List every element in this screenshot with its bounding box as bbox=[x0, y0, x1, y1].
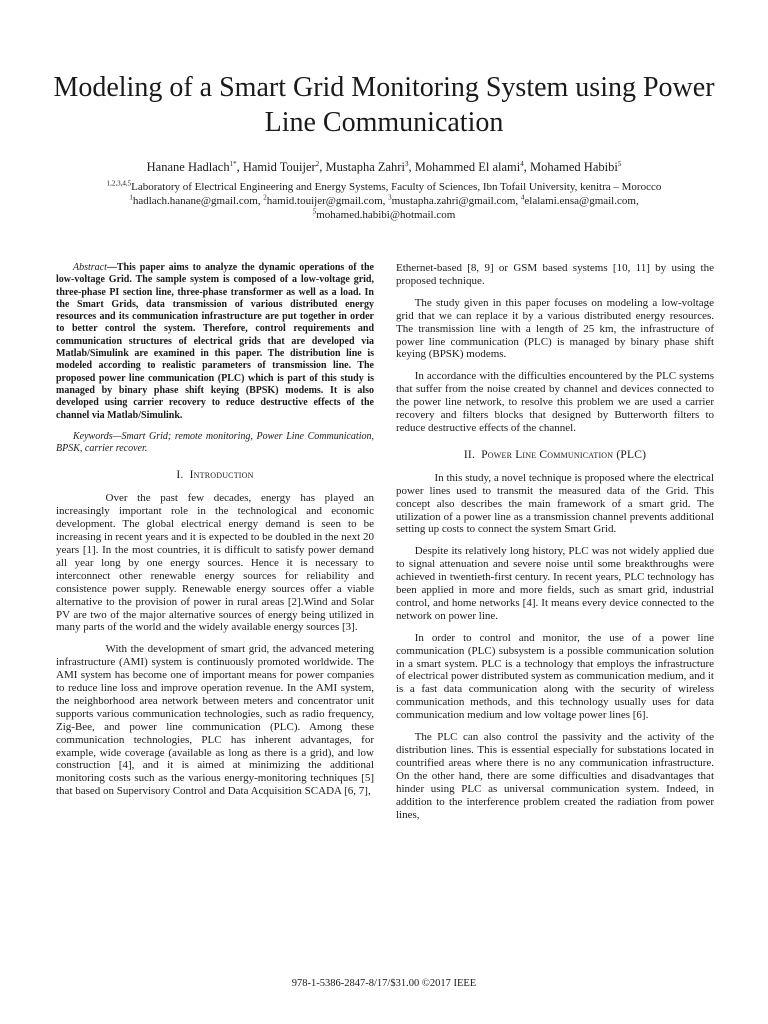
right-column bbox=[396, 262, 714, 830]
body-paragraph: Despite its relatively long history, PLC was not widely applied due to signal attenuation and severe noise until some breakthroughs were achieved in twentieth-first century. In recent years, PLC technology has been applied in more and more fields, such as smart grid, industrial control, and home networks [4]. It means every device connected to the network on power line. bbox=[396, 545, 714, 622]
body-paragraph: The PLC can also control the passivity and the activity of the distribution lines. This is essential especially for substations located in countrified areas where there is no any communication infrastructure. On the other hand, there are some difficulties and disadvantages that hinder using PLC as universal communication system. Indeed, in addition to the interference problem created the radiation from power lines, bbox=[396, 731, 714, 821]
left-column bbox=[56, 262, 374, 807]
body-paragraph: Ethernet-based [8, 9] or GSM based systems [10, 11] by using the proposed technique. bbox=[396, 262, 714, 287]
author: Mohammed El alami$^4$, bbox=[414, 159, 530, 174]
email: $^2$hamid.touijer@gmail.com, bbox=[263, 193, 389, 207]
author: Mustapha Zahri$^3$, bbox=[325, 159, 415, 174]
author: Mohamed Habibi$^5$ bbox=[529, 159, 622, 174]
email: $^5$mohamed.habibi@hotmail.com bbox=[312, 207, 456, 221]
keywords: Keywords—Smart Grid; remote monitoring, Power Line Communication, BPSK, carrier recover. bbox=[56, 430, 374, 455]
body-paragraph: In accordance with the difficulties encountered by the PLC systems that suffer from the noise created by channel and devices connected to the power line network, to resolve this problem we are used a carrier recovery and filters blocks that designed by Butterworth filters to reduce destructive effects of the channel. bbox=[396, 370, 714, 434]
section-heading-plc: II. Power Line Communication (PLC) bbox=[463, 448, 647, 461]
body-paragraph: With the development of smart grid, the advanced metering infrastructure (AMI) system is continuously promoted worldwide. The AMI system has become one of important means for power companies to reduce line loss and improve operation revenue. In the AMI system, the neighborhood area network between meters and concentrator unit supports various communication technologies, such as radio frequency, Zig-Bee, and power line communication (PLC). Among these communication technologies, PLC has inherent advantages, for example, wide coverage (available as long as there is a grid), and low construction [4], and it is aimed at minimizing the additional monitoring costs such as the various energy-monitoring techniques [5] that based on Supervisory Control and Data Acquisition SCADA [6, 7], bbox=[56, 643, 374, 798]
abstract: Abstract—This paper aims to analyze the dynamic operations of the low-voltage Grid. The sample system is composed of a low-voltage grid, three-phase PI section line, three-phase transformer as well as a load. In the Smart Grids, data transmission of various distributed energy resources and its communication infrastructure are put together in order to better control the system. Therefore, control requirements and communication structures of electrical grids that are developed via Matlab/Simulink are examined in this paper. The distribution line is modeled according to realistic parameters of transmission line. The proposed power line communication (PLC) which is part of this study is managed by binary phase shift keying (BPSK) modems. It is also developed using carrier recovery to reduce destructive effects of the channel via Matlab/Simulink. bbox=[56, 262, 374, 421]
email: $^1$hadlach.hanane@gmail.com, bbox=[129, 193, 264, 207]
email-list bbox=[40, 194, 728, 222]
author: Hanane Hadlach$^{1*}$, bbox=[146, 159, 243, 174]
body-paragraph: Over the past few decades, energy has played an increasingly important role in the technological and economic development. The global electrical energy demand is seen to be increasing in recent years and it is expected to be doubled in the next 20 years [1]. In the most countries, it is difficult to satisfy power demand all year long by one energy sources. Hence it is necessary to interconnect other renewable energy sources for reliability and consistence power supply. Renewable energy sources offer a viable alternative to the provision of power in rural areas [2].Wind and Solar PV are two of the major alternative sources of energy being utilized in many parts of the world and the widely available energy sources [3]. bbox=[56, 492, 374, 634]
section-heading-introduction: I. Introduction bbox=[176, 469, 254, 482]
author: Hamid Touijer$^2$, bbox=[242, 159, 326, 174]
body-paragraph: The study given in this paper focuses on modeling a low-voltage grid that we can replace it by a various distributed energy resources. The transmission line with a length of 25 km, the infrastructure of power line communication (PLC) is managed by binary phase shift keying (BPSK) modems. bbox=[396, 296, 714, 361]
affiliation: $^{1,2,3,4,5}$Laboratory of Electrical Engineering and Energy Systems, Faculty of Sciences, Ibn Tofail University, kenitra – Morocco bbox=[106, 179, 662, 193]
copyright-footer: 978-1-5386-2847-8/17/$31.00 ©2017 IEEE bbox=[291, 978, 477, 989]
email: $^4$elalami.ensa@gmail.com, bbox=[520, 193, 639, 207]
paper-title: Modeling of a Smart Grid Monitoring System using Power Line Communication bbox=[53, 72, 715, 138]
body-paragraph: In order to control and monitor, the use of a power line communication (PLC) subsystem is a possible communication solution in a smart system. PLC is a technology that employs the infrastructure of electrical power distributed system as communication medium, and it is a fast data communication along with the security of wireless communication methods, and this technology usually uses for data communication medium and low voltage power lines [6]. bbox=[396, 631, 714, 722]
email: $^3$mustapha.zahri@gmail.com, bbox=[388, 193, 521, 207]
body-paragraph: In this study, a novel technique is proposed where the electrical power lines used to transmit the measured data of the Grid. This concept also describes the main framework of a smart grid. The utilization of a power line as a transmission channel prevents additional setting up costs to connect the system Smart Grid. bbox=[396, 471, 714, 536]
author-list bbox=[40, 160, 728, 175]
